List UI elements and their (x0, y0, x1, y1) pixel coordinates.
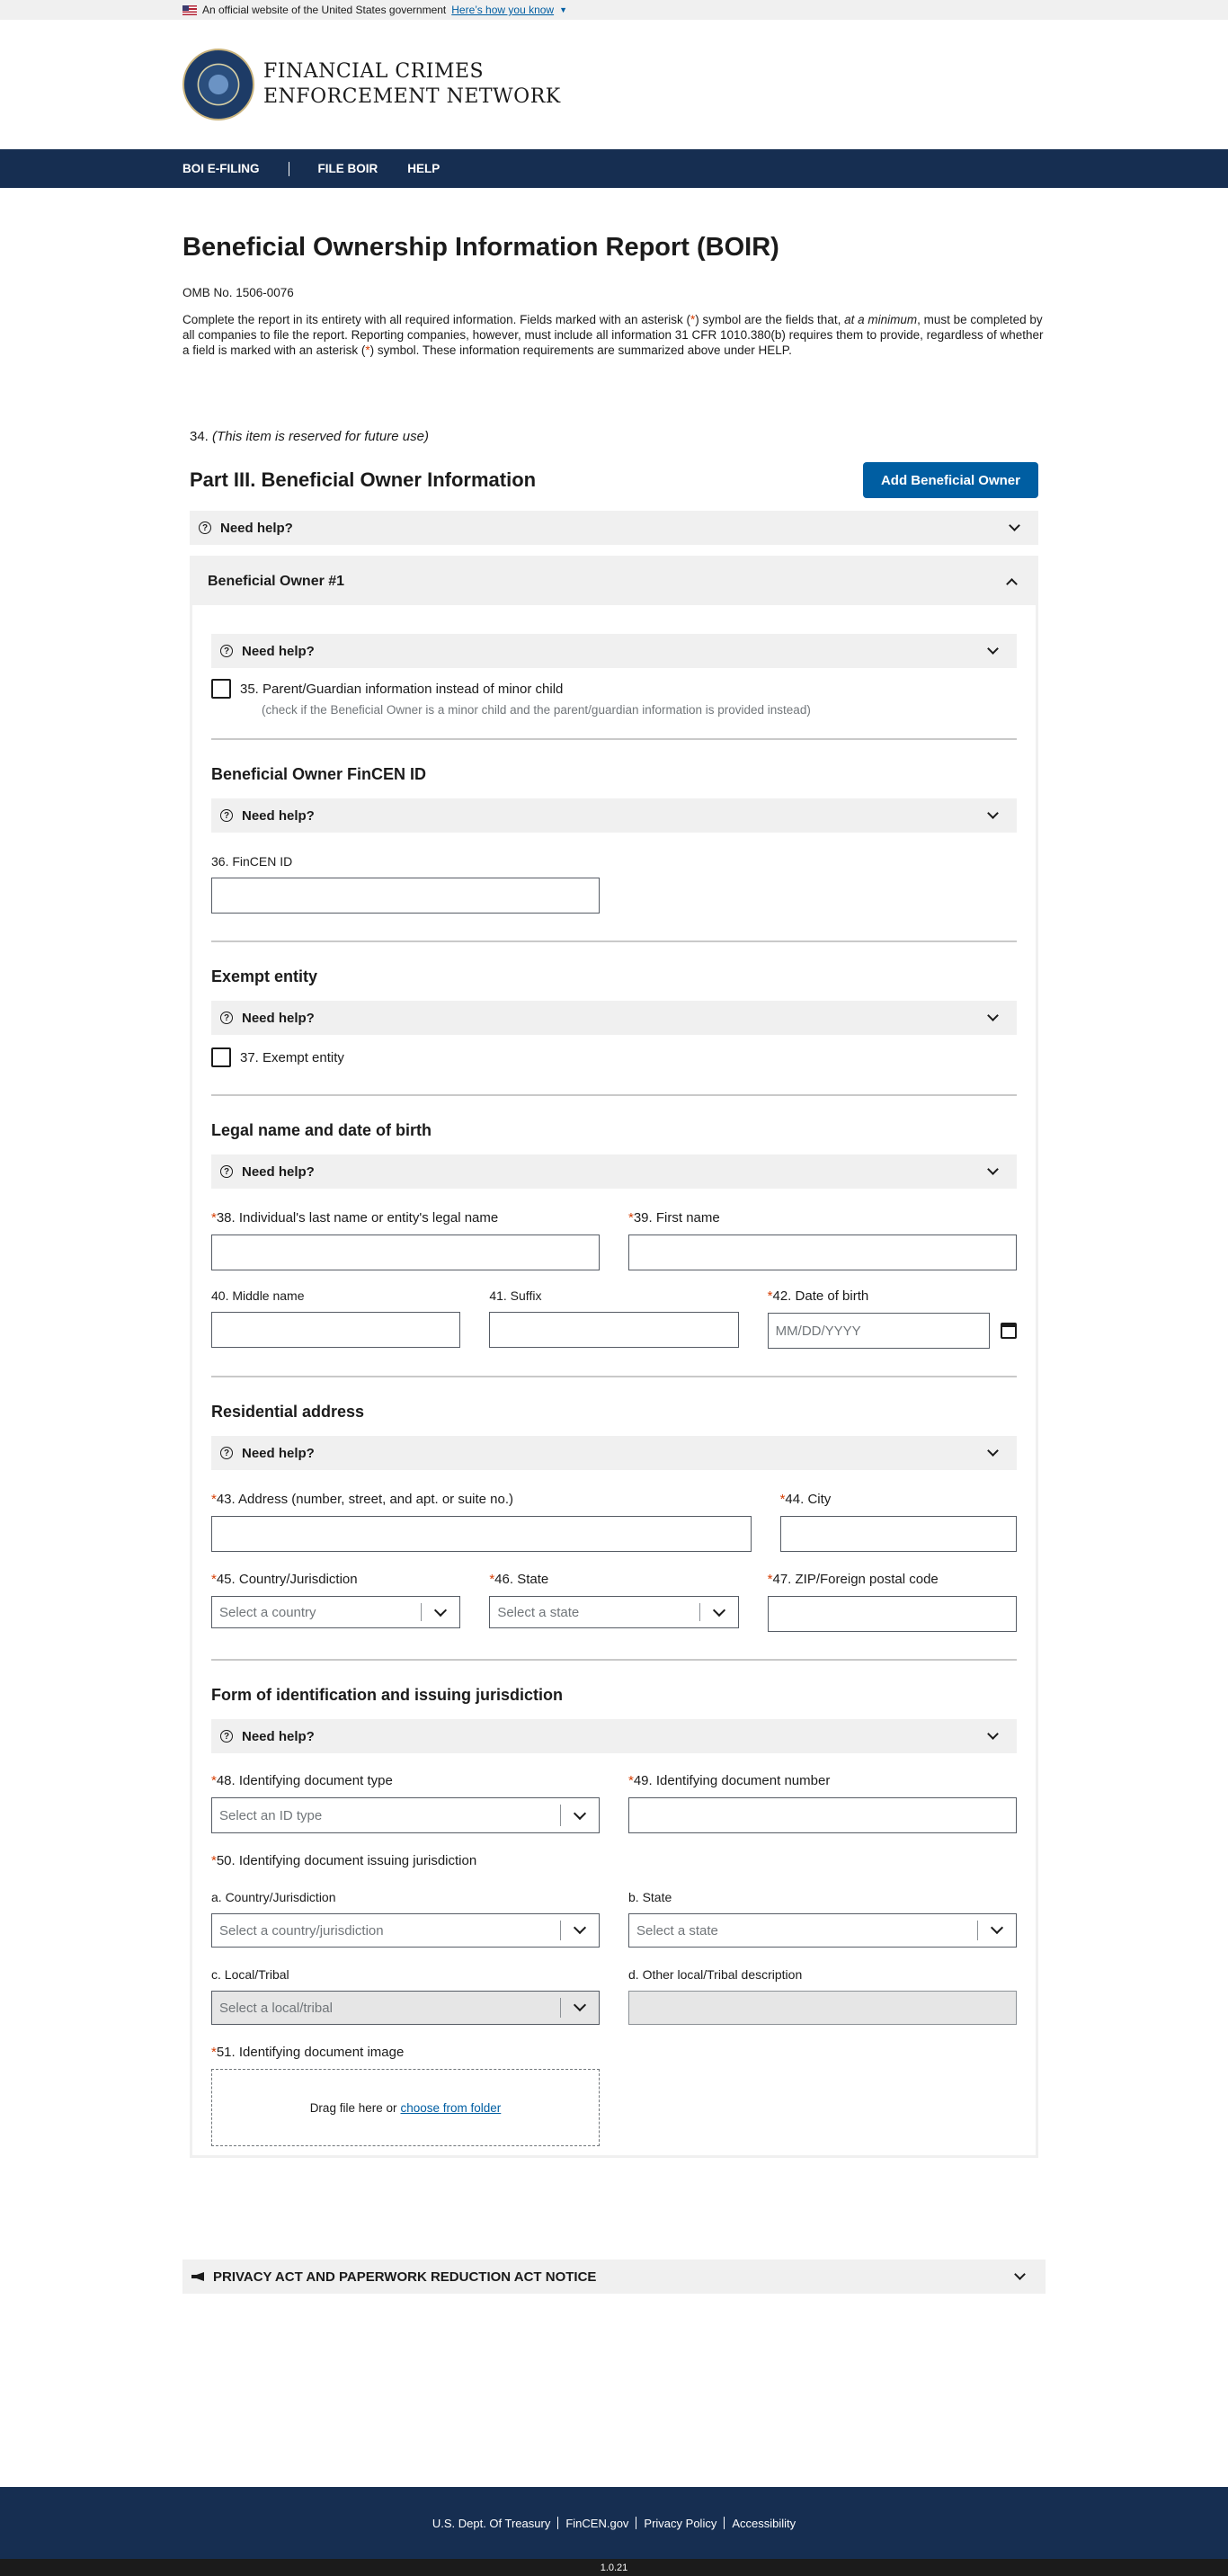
intro-text: Complete the report in its entirety with all required information. Fields marked with an asterisk (*) symbol are the fields that, at a minimum, must be completed by all companies to file the report. Reporting companies, however, must include all information 31 CFR 1010.380(b) requires them to provide, regardless of whether a field is marked with an asterisk (*) symbol. These information requirements are summarized above under HELP. (182, 313, 1044, 357)
agency-name[interactable] (263, 59, 561, 110)
fincen-seal-icon[interactable] (182, 49, 254, 120)
issuing-jurisdiction-label: *50. Identifying document issuing jurisdiction (211, 1853, 477, 1868)
need-help-accordion[interactable]: ? Need help? (211, 1001, 1017, 1035)
chevron-down-icon (713, 1604, 725, 1617)
chevron-down-icon (987, 643, 999, 655)
id-section-title: Form of identification and issuing jurisdiction (211, 1686, 564, 1704)
site-header (0, 20, 1228, 149)
exempt-entity-label: 37. Exempt entity (240, 1049, 344, 1065)
chevron-down-icon (1014, 2268, 1026, 2280)
zip-label: *47. ZIP/Foreign postal code (767, 1572, 939, 1587)
chevron-down-icon (434, 1604, 447, 1617)
other-local-tribal-input[interactable] (628, 1991, 1017, 2025)
question-icon: ? (199, 521, 211, 534)
nav-boi-efiling[interactable]: BOI E-FILING (182, 162, 260, 175)
question-icon: ? (220, 1165, 233, 1178)
parent-guardian-label: 35. Parent/Guardian information instead of minor child (240, 681, 564, 697)
agency-name-line1: FINANCIAL CRIMES (263, 60, 485, 83)
question-icon: ? (220, 809, 233, 822)
question-icon: ? (220, 1012, 233, 1024)
need-help-accordion[interactable]: ? Need help? (211, 1719, 1017, 1753)
exempt-entity-row (211, 1047, 1017, 1067)
fincen-id-label: 36. FinCEN ID (211, 854, 293, 869)
question-icon: ? (220, 645, 233, 657)
gov-banner-text: An official website of the United States government (202, 4, 447, 16)
last-name-label: *38. Individual's last name or entity's legal name (211, 1210, 499, 1226)
choose-from-folder-link[interactable]: choose from folder (400, 2100, 502, 2115)
exempt-entity-checkbox[interactable] (211, 1047, 231, 1067)
issuing-state-select[interactable]: Select a state (628, 1913, 1017, 1948)
footer-link-privacy[interactable]: Privacy Policy (644, 2516, 717, 2530)
megaphone-icon (191, 2272, 204, 2281)
local-tribal-select[interactable]: Select a local/tribal (211, 1991, 600, 2025)
address-section-title: Residential address (211, 1403, 365, 1421)
page-title: Beneficial Ownership Information Report (BOIR) (182, 233, 779, 262)
main-nav (0, 149, 1228, 188)
need-help-accordion[interactable]: ? Need help? (211, 634, 1017, 668)
suffix-input[interactable] (489, 1312, 738, 1348)
middle-name-label: 40. Middle name (211, 1288, 305, 1303)
dob-input[interactable]: MM/DD/YYYY (768, 1313, 990, 1349)
chevron-down-icon (991, 1921, 1003, 1934)
main-content (0, 233, 1228, 2294)
first-name-input[interactable] (628, 1235, 1017, 1270)
last-name-input[interactable] (211, 1235, 600, 1270)
beneficial-owner-accordion[interactable] (192, 558, 1036, 605)
chevron-down-icon (574, 1921, 586, 1934)
doc-type-label: *48. Identifying document type (211, 1773, 393, 1788)
privacy-notice-title: PRIVACY ACT AND PAPERWORK REDUCTION ACT NOTICE (213, 2268, 597, 2285)
city-label: *44. City (779, 1492, 832, 1507)
need-help-accordion[interactable]: ? Need help? (211, 1436, 1017, 1470)
need-help-accordion[interactable]: ? Need help? (211, 798, 1017, 833)
beneficial-owner-title: Beneficial Owner #1 (208, 574, 345, 589)
us-flag-icon (182, 5, 197, 15)
first-name-label: *39. First name (628, 1210, 720, 1226)
nav-help[interactable]: HELP (407, 162, 440, 175)
omb-number: OMB No. 1506-0076 (182, 286, 294, 299)
zip-input[interactable] (768, 1596, 1017, 1632)
other-local-tribal-label: d. Other local/Tribal description (628, 1967, 803, 1982)
need-help-accordion[interactable]: ? Need help? (211, 1154, 1017, 1189)
chevron-down-icon (987, 807, 999, 819)
chevron-down-icon: ▼ (559, 5, 568, 14)
doc-type-select[interactable]: Select an ID type (211, 1797, 600, 1833)
doc-number-input[interactable] (628, 1797, 1017, 1833)
address-label: *43. Address (number, street, and apt. or suite no.) (211, 1492, 514, 1507)
part-title: Part III. Beneficial Owner Information (190, 468, 537, 491)
footer-link-treasury[interactable]: U.S. Dept. Of Treasury (432, 2516, 551, 2530)
middle-name-input[interactable] (211, 1312, 460, 1348)
section-divider (211, 1376, 1017, 1377)
fincen-section-title: Beneficial Owner FinCEN ID (211, 765, 427, 783)
footer-link-accessibility[interactable]: Accessibility (732, 2516, 796, 2530)
local-tribal-label: c. Local/Tribal (211, 1967, 289, 1982)
chevron-down-icon (574, 1999, 586, 2011)
city-input[interactable] (780, 1516, 1017, 1552)
doc-number-label: *49. Identifying document number (628, 1773, 831, 1788)
chevron-down-icon (987, 1010, 999, 1021)
version-number: 1.0.21 (0, 2559, 1228, 2576)
address-input[interactable] (211, 1516, 752, 1552)
dob-label: *42. Date of birth (767, 1288, 869, 1304)
section-divider (211, 1094, 1017, 1096)
fincen-id-input[interactable] (211, 878, 600, 914)
parent-guardian-checkbox[interactable] (211, 679, 231, 699)
section-divider (211, 940, 1017, 942)
chevron-down-icon (987, 1445, 999, 1457)
calendar-icon[interactable] (1001, 1323, 1017, 1339)
question-icon: ? (220, 1447, 233, 1459)
heres-how-you-know-link[interactable]: Here’s how you know (451, 4, 555, 16)
agency-name-line2: ENFORCEMENT NETWORK (263, 85, 561, 108)
beneficial-owner-panel (190, 556, 1038, 2158)
doc-image-dropzone[interactable]: Drag file here or choose from folder (211, 2069, 600, 2146)
state-select[interactable]: Select a state (489, 1596, 738, 1628)
chevron-down-icon (574, 1807, 586, 1820)
issuing-country-label: a. Country/Jurisdiction (211, 1890, 336, 1904)
site-footer (0, 2487, 1228, 2559)
nav-file-boir[interactable]: FILE BOIR (317, 162, 378, 175)
footer-link-fincen[interactable]: FinCEN.gov (565, 2516, 629, 2530)
gov-banner (0, 0, 1228, 20)
question-icon: ? (220, 1730, 233, 1743)
doc-image-label: *51. Identifying document image (211, 2045, 405, 2060)
privacy-notice-accordion[interactable] (182, 2260, 1046, 2294)
chevron-down-icon (987, 1728, 999, 1740)
exempt-section-title: Exempt entity (211, 967, 318, 985)
parent-guardian-hint: (check if the Beneficial Owner is a minor child and the parent/guardian information is provided instead) (262, 703, 811, 717)
add-beneficial-owner-button[interactable]: Add Beneficial Owner (863, 462, 1038, 498)
suffix-label: 41. Suffix (489, 1288, 542, 1303)
country-select[interactable]: Select a country (211, 1596, 460, 1628)
part-header (190, 462, 1038, 498)
reserved-item: 34. (This item is reserved for future use) (190, 429, 429, 444)
state-label: *46. State (489, 1572, 549, 1587)
parent-guardian-row (211, 679, 1017, 699)
chevron-down-icon (1009, 520, 1020, 531)
section-divider (211, 738, 1017, 740)
issuing-state-label: b. State (628, 1890, 672, 1904)
legal-name-section-title: Legal name and date of birth (211, 1121, 432, 1139)
chevron-down-icon (987, 1163, 999, 1175)
issuing-country-select[interactable]: Select a country/jurisdiction (211, 1913, 600, 1948)
country-label: *45. Country/Jurisdiction (211, 1572, 358, 1587)
section-divider (211, 1659, 1017, 1661)
chevron-up-icon (1006, 578, 1018, 590)
need-help-accordion[interactable]: ? Need help? (190, 511, 1038, 545)
